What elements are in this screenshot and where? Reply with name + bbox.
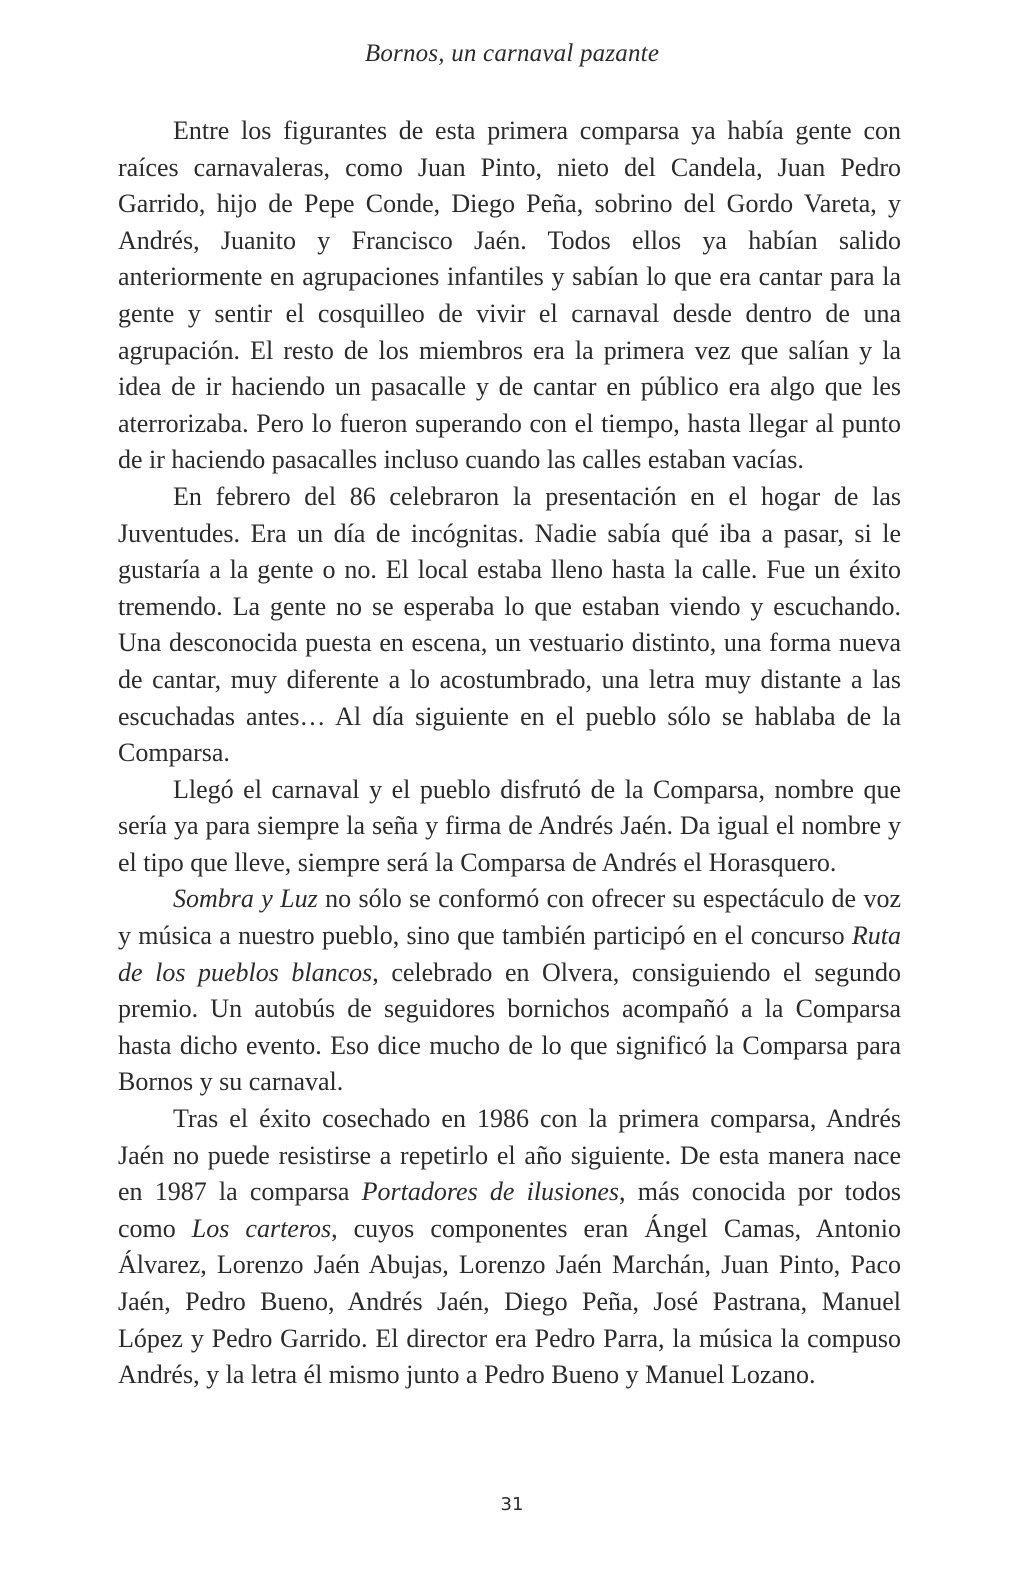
paragraph-3: [118, 772, 901, 882]
running-head-title: Bornos, un carnaval pazante: [364, 40, 660, 67]
paragraph-1-text: Entre los figurantes de esta primera comparsa ya había gente con raíces carnavaleras, como Juan Pinto, nieto del Candela, Juan Pedro Garrido, hijo de Pepe Conde, Diego Peña, sobrino del Gordo Vareta, y Andrés, Juanito y Francisco Jaén. Todos ellos ya habían salido anteriormente en agrupaciones infantiles y sabían lo que era cantar para la gente y sentir el cosquilleo de vivir el carnaval desde dentro de una agrupación. El resto de los miembros era la primera vez que salían y la idea de ir haciendo un pasacalle y de cantar en público era algo que les aterrorizaba. Pero lo fueron superando con el tiempo, hasta llegar al punto de ir haciendo pasacalles incluso cuando las calles estaban vacías.: [118, 116, 901, 475]
paragraph-5-text-a: Tras el éxito cosechado en 1986 con la primera comparsa, Andrés Jaén no puede resistirse a repetirlo el año siguiente. De esta manera nace en 1987 la comparsa: [118, 1104, 901, 1207]
paragraph-2-text: En febrero del 86 celebraron la presentación en el hogar de las Juventudes. Era un día de incógnitas. Nadie sabía qué iba a pasar, si le gustaría a la gente o no. El local estaba lleno hasta la calle. Fue un éxito tremendo. La gente no se esperaba lo que estaban viendo y escuchando. Una desconocida puesta en escena, un vestuario distinto, una forma nueva de cantar, muy diferente a lo acostumbrado, una letra muy distante a las escuchadas antes… Al día siguiente en el pueblo sólo se hablaba de la Comparsa.: [118, 481, 901, 768]
paragraph-5-text-b: , más conocida por todos como: [118, 1177, 901, 1243]
title-ruta-pueblos-blancos: Ruta de los pueblos blancos: [118, 921, 901, 987]
page-number: 31: [500, 1494, 524, 1515]
title-los-carteros: Los carteros: [191, 1213, 332, 1243]
paragraph-1: [118, 113, 901, 479]
paragraph-4-text-b: , celebrado en Olvera, consiguiendo el segundo premio. Un autobús de seguidores bornichos acompañó a la Comparsa hasta dicho evento. Eso dice mucho de lo que significó la Comparsa para Bornos y su carnaval.: [118, 957, 901, 1097]
body-text: [118, 113, 901, 1394]
paragraph-4-text-a: no sólo se conformó con ofrecer su espectáculo de voz y música a nuestro pueblo, sino que también participó en el concurso: [118, 884, 901, 951]
paragraph-2: [118, 479, 901, 772]
paragraph-4: [118, 881, 901, 1101]
title-sombra-y-luz: Sombra y Luz: [173, 884, 318, 914]
title-portadores-de-ilusiones: Portadores de ilusiones: [361, 1177, 620, 1207]
paragraph-5: [118, 1101, 901, 1394]
paragraph-3-text: Llegó el carnaval y el pueblo disfrutó de la Comparsa, nombre que sería ya para siempre la seña y firma de Andrés Jaén. Da igual el nombre y el tipo que lleve, siempre será la Comparsa de Andrés el Horasquero.: [118, 774, 901, 877]
paragraph-5-text-c: , cuyos componentes eran Ángel Camas, Antonio Álvarez, Lorenzo Jaén Abujas, Lorenzo Jaén Marchán, Juan Pinto, Paco Jaén, Pedro Bueno, Andrés Jaén, Diego Peña, José Pastrana, Manuel López y Pedro Garrido. El director era Pedro Parra, la música la compuso Andrés, y la letra él mismo junto a Pedro Bueno y Manuel Lozano.: [118, 1213, 901, 1390]
